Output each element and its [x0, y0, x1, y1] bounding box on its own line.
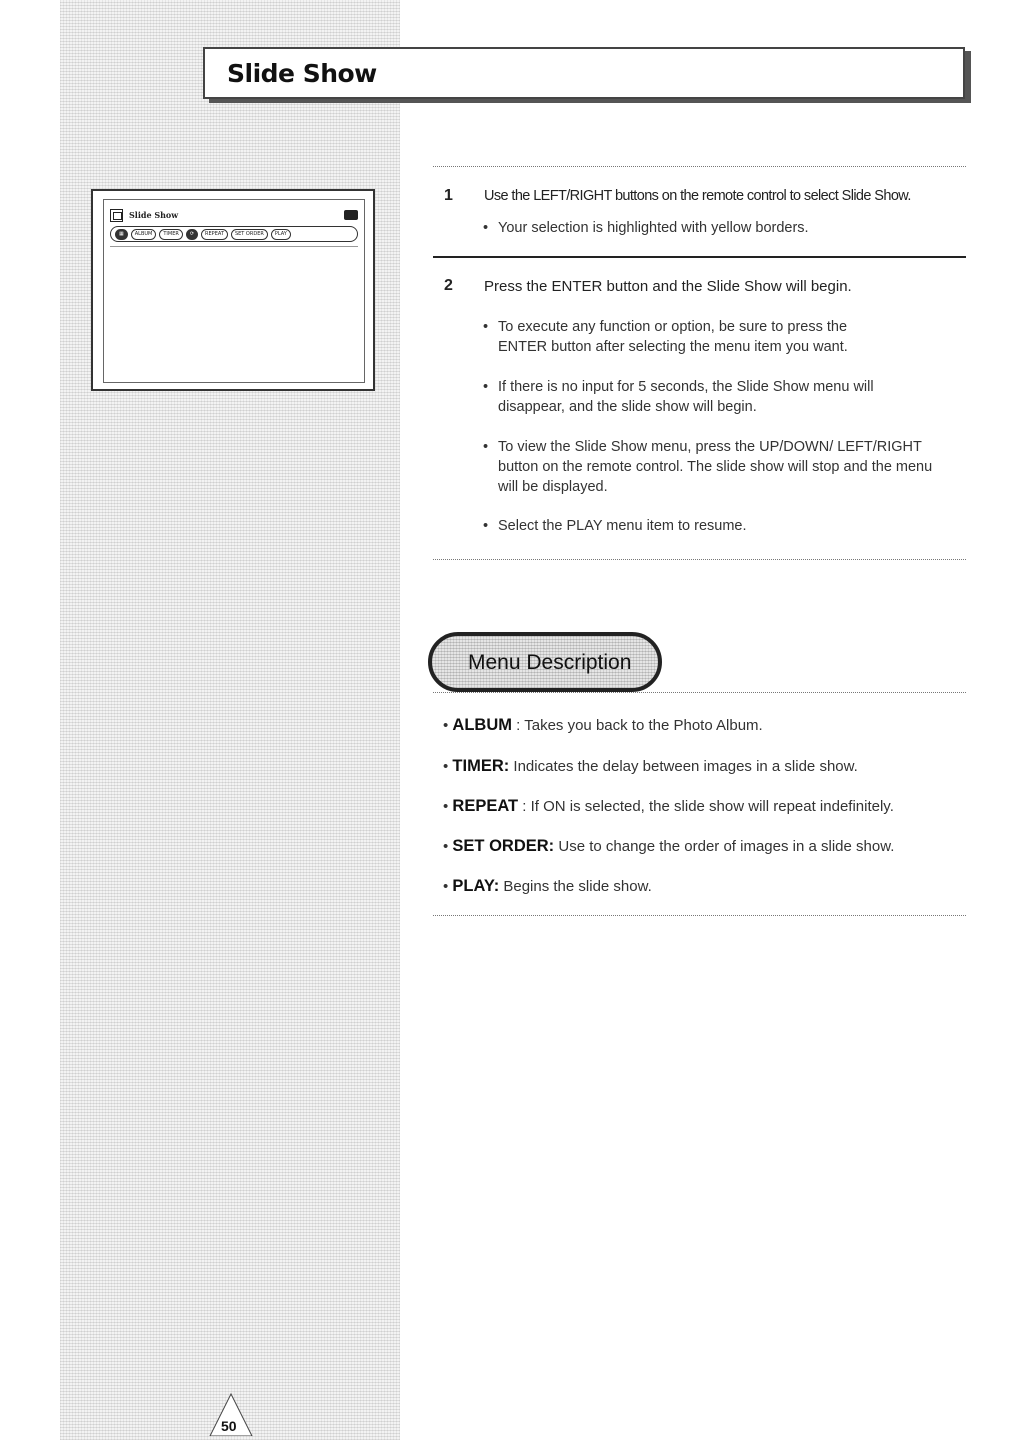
screen-illustration — [91, 189, 375, 391]
album-icon: ▦ — [115, 229, 128, 240]
desc-item-repeat: • REPEAT : If ON is selected, the slide show will repeat indefinitely. — [443, 797, 894, 815]
screen-frame — [103, 199, 365, 383]
screen-menu-play: PLAY — [271, 229, 291, 240]
step-2-text: Press the ENTER button and the Slide Show will begin. — [484, 278, 852, 295]
divider-top — [433, 166, 966, 167]
step-1-bullet-1: • Your selection is highlighted with yellow borders. — [483, 220, 809, 236]
title-banner — [203, 47, 965, 99]
step-2-bullet-1: • To execute any function or option, be sure to press the ENTER button after selecting the menu item you want. — [483, 319, 848, 355]
status-icon — [344, 210, 358, 220]
repeat-icon: ⟳ — [186, 229, 198, 240]
screen-menu-timer: TIMER — [159, 229, 182, 240]
divider-menu-top — [433, 692, 966, 693]
screen-header — [110, 206, 358, 224]
page-number-marker — [208, 1392, 254, 1436]
step-2-number: 2 — [444, 277, 453, 294]
menu-description-badge — [428, 632, 662, 692]
step-2-bullet-4: • Select the PLAY menu item to resume. — [483, 518, 747, 534]
desc-item-album: • ALBUM : Takes you back to the Photo Album. — [443, 716, 763, 734]
divider-after-steps — [433, 559, 966, 560]
step-2-bullet-3: • To view the Slide Show menu, press the UP/DOWN/ LEFT/RIGHT button on the remote control. The slide show will stop and the menu will be displayed. — [483, 439, 933, 495]
screen-menu-repeat: REPEAT — [201, 229, 228, 240]
screen-menu-album: ALBUM — [131, 229, 157, 240]
page-title: Slide Show — [227, 59, 377, 88]
screen-menu-strip — [110, 226, 358, 242]
divider-bottom — [433, 915, 966, 916]
page-number: 50 — [221, 1418, 237, 1434]
divider-steps — [433, 256, 966, 258]
slideshow-icon — [110, 209, 123, 222]
screen-menu-set-order: SET ORDER — [231, 229, 268, 240]
desc-item-timer: • TIMER: Indicates the delay between images in a slide show. — [443, 757, 858, 775]
step-1-number: 1 — [444, 187, 453, 204]
step-1-text: Use the LEFT/RIGHT buttons on the remote control to select Slide Show. — [484, 188, 911, 204]
desc-item-play: • PLAY: Begins the slide show. — [443, 877, 652, 895]
screen-divider — [110, 246, 358, 247]
desc-item-set-order: • SET ORDER: Use to change the order of images in a slide show. — [443, 837, 895, 855]
menu-description-heading: Menu Description — [468, 651, 632, 674]
step-2-bullet-2: • If there is no input for 5 seconds, the Slide Show menu will disappear, and the slide show will begin. — [483, 379, 874, 415]
screen-header-label: Slide Show — [129, 210, 179, 220]
